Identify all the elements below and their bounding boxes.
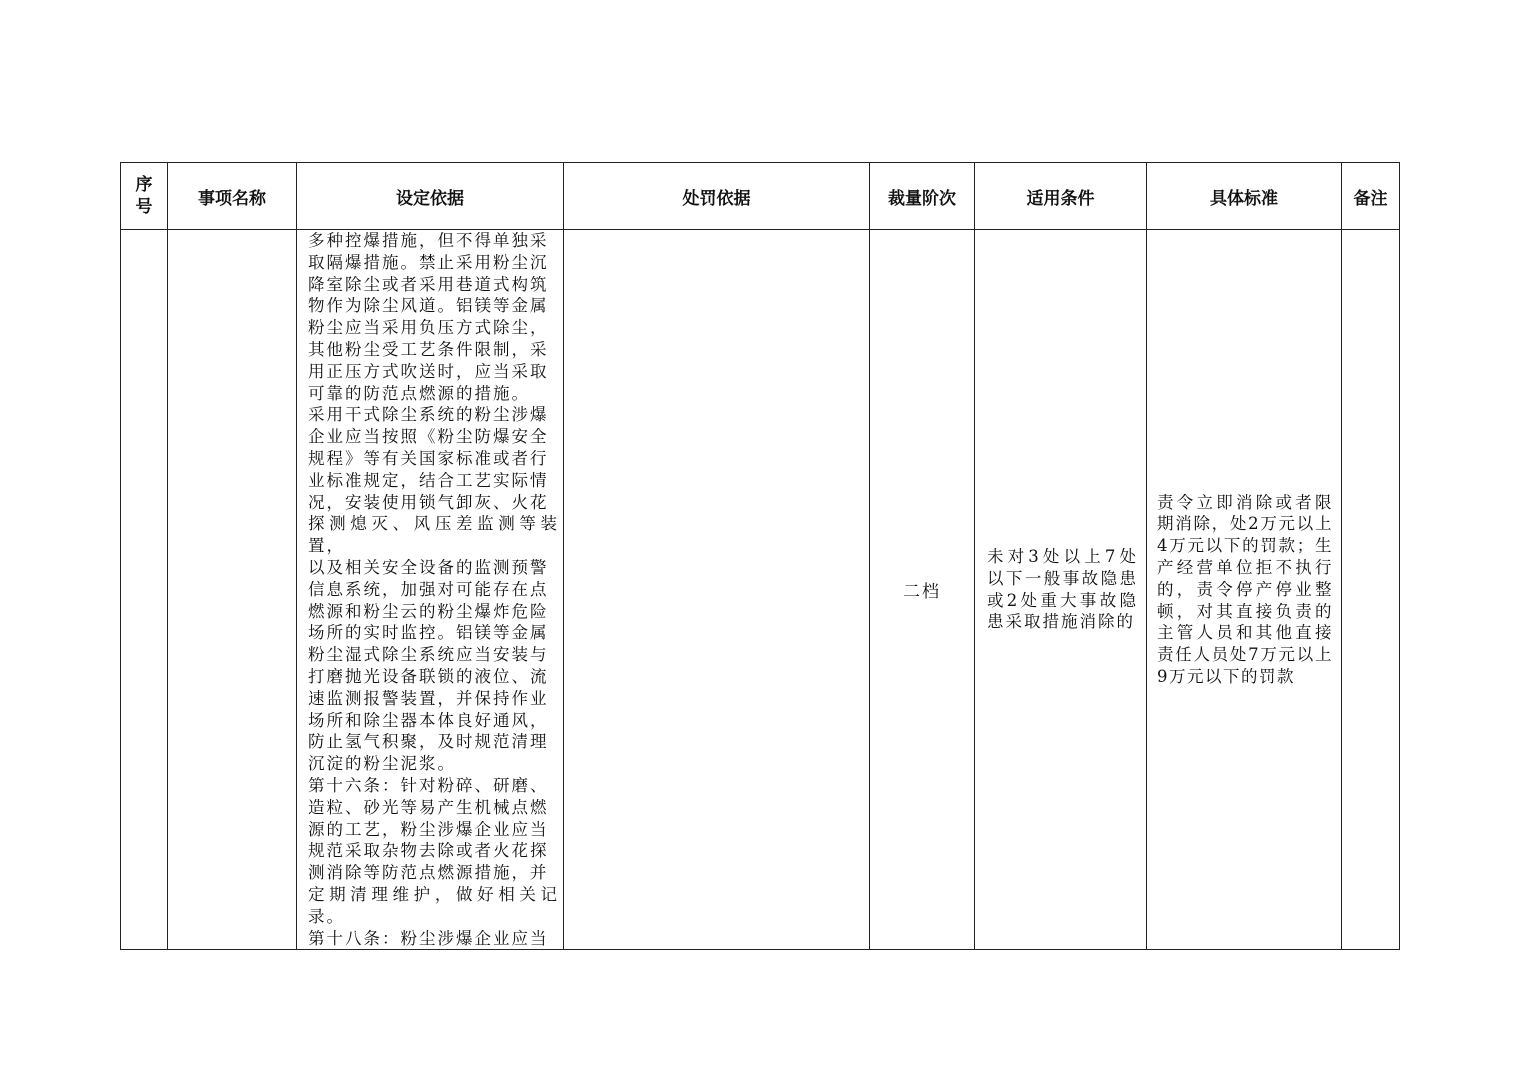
basis-line: 多种控爆措施，但不得单独采: [308, 231, 549, 250]
cell-seq: [121, 230, 168, 950]
cell-remarks: [1342, 230, 1400, 950]
header-row: [121, 163, 1400, 230]
header-item-name: 事项名称: [168, 163, 297, 230]
header-remarks: 备注: [1342, 163, 1400, 230]
header-basis: 设定依据: [297, 163, 564, 230]
condition-text: 未对3处以上7处以下一般事故隐患或2处重大事故隐患采取措施消除的: [987, 547, 1138, 632]
basis-line: 探测熄灭、风压差监测等装置，: [308, 514, 559, 556]
cell-item-name: [168, 230, 297, 950]
basis-line: 采用干式除尘系统的粉尘涉爆: [308, 405, 549, 425]
cell-standard: [1147, 230, 1342, 950]
header-standard: 具体标准: [1147, 163, 1342, 230]
basis-line: 其他粉尘受工艺条件限制，采: [308, 339, 549, 359]
basis-line: 源的工艺，粉尘涉爆企业应当: [308, 819, 549, 839]
basis-line: 第十六条：针对粉碎、研磨、: [308, 775, 549, 795]
basis-line: 场所和除尘器本体良好通风，: [308, 710, 549, 730]
basis-text: [297, 230, 563, 949]
basis-line: 况，安装使用锁气卸灰、火花: [308, 492, 549, 512]
basis-line: 燃源和粉尘云的粉尘爆炸危险: [308, 601, 549, 621]
standard-text: 责令立即消除或者限期消除，处2万元以上4万元以下的罚款；生产经营单位拒不执行的，责令停产停业整顿，对其直接负责的主管人员和其他直接责任人员处7万元以上9万元以下的罚款: [1157, 492, 1333, 686]
basis-line: 粉尘应当采用负压方式除尘，: [308, 318, 549, 338]
penalty-discretion-table: [120, 162, 1400, 950]
basis-line: 速监测报警装置，并保持作业: [308, 688, 549, 708]
cell-level: 二档: [870, 230, 975, 950]
header-seq: [121, 163, 168, 230]
basis-line: 企业应当按照《粉尘防爆安全: [308, 427, 549, 447]
basis-line: 打磨抛光设备联锁的液位、流: [308, 666, 549, 686]
basis-line: 可靠的防范点燃源的措施。: [308, 383, 530, 403]
basis-line: 场所的实时监控。铝镁等金属: [308, 623, 549, 643]
basis-line: 取隔爆措施。禁止采用粉尘沉: [308, 252, 549, 272]
basis-line: 第十八条：粉尘涉爆企业应当: [308, 928, 549, 948]
basis-line: 降室除尘或者采用巷道式构筑: [308, 274, 549, 294]
basis-line: 用正压方式吹送时，应当采取: [308, 361, 549, 381]
basis-line: 测消除等防范点燃源措施，并: [308, 863, 549, 883]
basis-line: 规程》等有关国家标准或者行: [308, 448, 549, 468]
basis-line: 定期清理维护，做好相关记录。: [308, 884, 559, 926]
basis-line: 物作为除尘风道。铝镁等金属: [308, 296, 549, 316]
header-seq-line2: 号: [135, 197, 153, 217]
basis-line: 沉淀的粉尘泥浆。: [308, 754, 456, 774]
table-row: [121, 230, 1400, 950]
header-condition: 适用条件: [975, 163, 1147, 230]
basis-line: 防止氢气积聚，及时规范清理: [308, 732, 549, 752]
basis-line: 造粒、砂光等易产生机械点燃: [308, 797, 549, 817]
cell-condition: [975, 230, 1147, 950]
basis-line: 粉尘湿式除尘系统应当安装与: [308, 645, 549, 665]
header-seq-line1: 序: [135, 175, 153, 195]
cell-basis: [297, 230, 564, 950]
header-level: 裁量阶次: [870, 163, 975, 230]
header-penalty-basis: 处罚依据: [564, 163, 870, 230]
basis-line: 信息系统，加强对可能存在点: [308, 579, 549, 599]
basis-line: 业标准规定，结合工艺实际情: [308, 470, 549, 490]
cell-penalty-basis: [564, 230, 870, 950]
basis-line: 规范采取杂物去除或者火花探: [308, 841, 549, 861]
basis-line: 以及相关安全设备的监测预警: [308, 557, 549, 577]
